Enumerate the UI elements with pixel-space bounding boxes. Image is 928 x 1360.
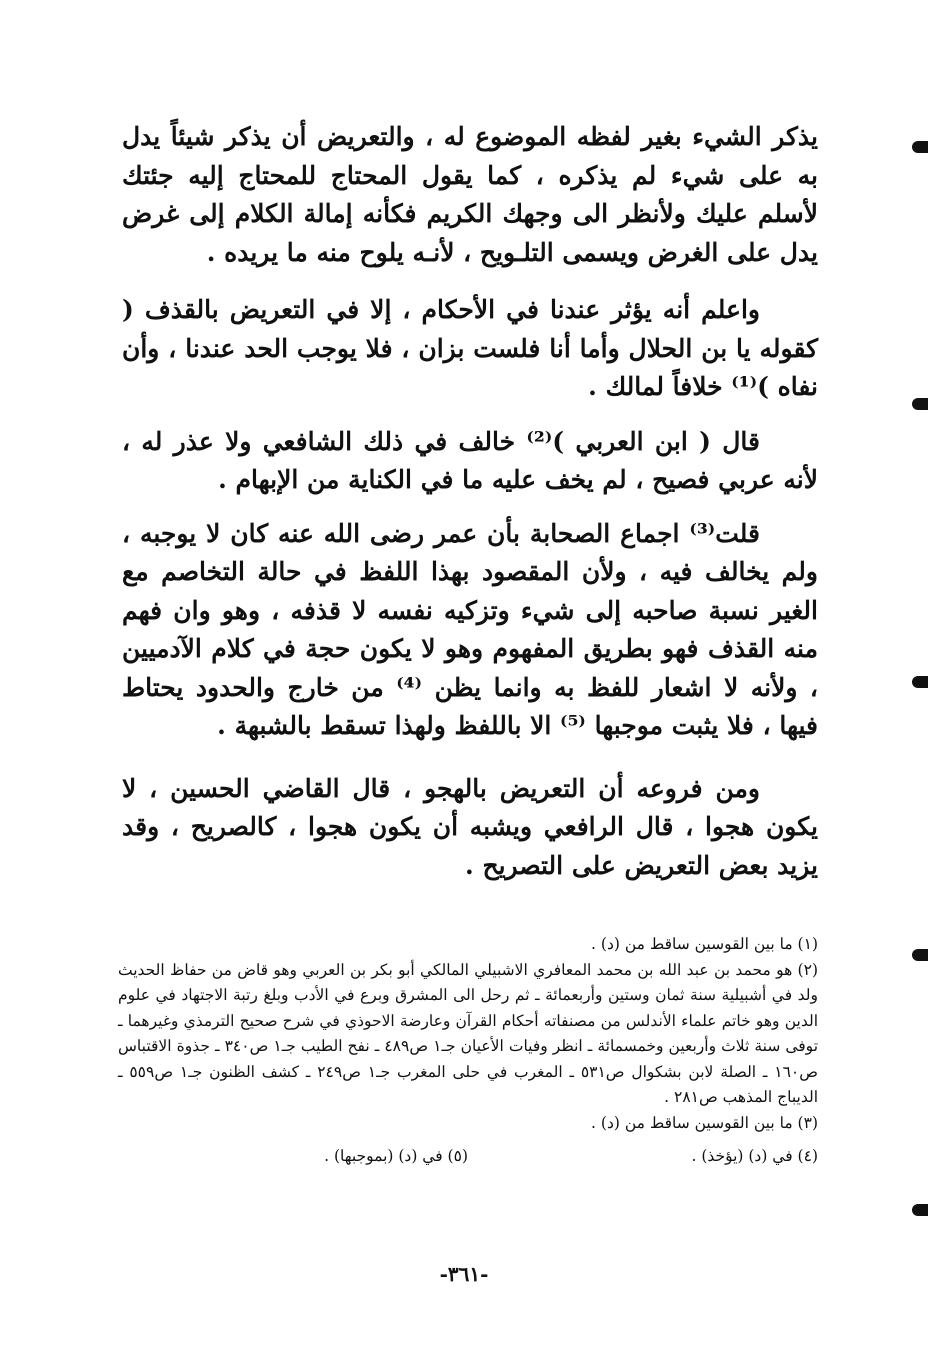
- footnote-4: (٤) في (د) (يؤخذ) .: [691, 1147, 818, 1165]
- footnotes: [118, 932, 818, 1170]
- footnote-row: [118, 1144, 818, 1170]
- margin-mark: [912, 676, 928, 688]
- paragraph-2: واعلم أنه يؤثر عندنا في الأحكام ، إلا في التعريض بالقذف ( كقوله يا بن الحلال وأما أنا فلست بزان ، فلا يوجب الحد عندنا ، وأن نفاه )⁽¹⁾ خلافاً لمالك .: [122, 295, 818, 401]
- paragraph-1: يذكر الشيء بغير لفظه الموضوع له ، والتعريض أن يذكر شيئاً يدل به على شيء لم يذكره ، كما يقول المحتاج للمحتاج إليه جئتك لأسلم عليك ولأنظر الى وجهك الكريم فكأنه إمالة الكلام إلى غرض يدل على الغرض ويسمى التلـويح ، لأنـه يلوح منه ما يريده .: [122, 122, 818, 267]
- margin-mark: [912, 398, 928, 410]
- paragraph-3: قال ( ابن العربي )⁽²⁾ خالف في ذلك الشافعي ولا عذر له ، لأنه عربي فصيح ، لم يخف عليه ما في الكناية من الإبهام .: [122, 426, 818, 494]
- footnote-5: (٥) في (د) (بموجبها) .: [324, 1147, 468, 1165]
- page-number: -٣٦١-: [439, 1262, 489, 1286]
- paragraph-5: ومن فروعه أن التعريض بالهجو ، قال القاضي الحسين ، لا يكون هجوا ، قال الرافعي ويشبه أن يكون هجوا ، كالصريح ، وقد يزيد بعض التعريض على التصريح .: [122, 773, 818, 880]
- footnote-3: (٣) ما بين القوسين ساقط من (د) .: [591, 1113, 818, 1132]
- margin-mark: [912, 1204, 928, 1216]
- margin-mark: [912, 949, 928, 961]
- margin-mark: [912, 141, 928, 153]
- footnote-1: (١) ما بين القوسين ساقط من (د) .: [591, 935, 818, 953]
- footnote-2: (٢) هو محمد بن عبد الله بن محمد المعافري الاشبيلي المالكي أبو بكر بن العربي وهو قاض من حفاظ الحديث ولد في أشبيلية سنة ثمان وستين وأربعمائة ـ ثم رحل الى المشرق وبرع في الأدب وبلغ رتبة الاجتهاد في علوم الدين وهو خاتم علماء الأندلس من مصنفاته أحكام القرآن وعارضة الاحوذي في شرح صحيح الترمذي وغيرهما ـ توفى سنة ثلاث وأربعين وخمسمائة ـ انظر وفيات الأعيان جـ١ ص٤٨٩ ـ نفح الطيب جـ١ ص٣٤٠ ـ جذوة الاقتباس ص١٦٠ ـ الصلة لابن بشكوال ص٥٣١ ـ المغرب في حلى المغرب جـ١ ص٢٤٩ ـ كشف الظنون جـ١ ص٥٥٩ ـ الديباج المذهب ص٢٨١ .: [118, 960, 819, 1106]
- paragraph-4: قلت⁽³⁾ اجماع الصحابة بأن عمر رضى الله عنه كان لا يوجبه ، ولم يخالف فيه ، ولأن المقصود بهذا اللفظ في حالة التخاصم مع الغير نسبة صاحبه إلى شيء وتزكيه نفسه لا قذفه ، وهو وان فهم منه القذف فهو بطريق المفهوم وهو لا يكون حجة في كلام الآدميين ، ولأنه لا اشعار للفظ به وانما يظن ⁽⁴⁾ من خارج والحدود يحتاط فيها ، فلا يثبت موجبها ⁽⁵⁾ الا باللفظ ولهذا تسقط بالشبهة .: [122, 518, 818, 740]
- main-text: [122, 118, 818, 885]
